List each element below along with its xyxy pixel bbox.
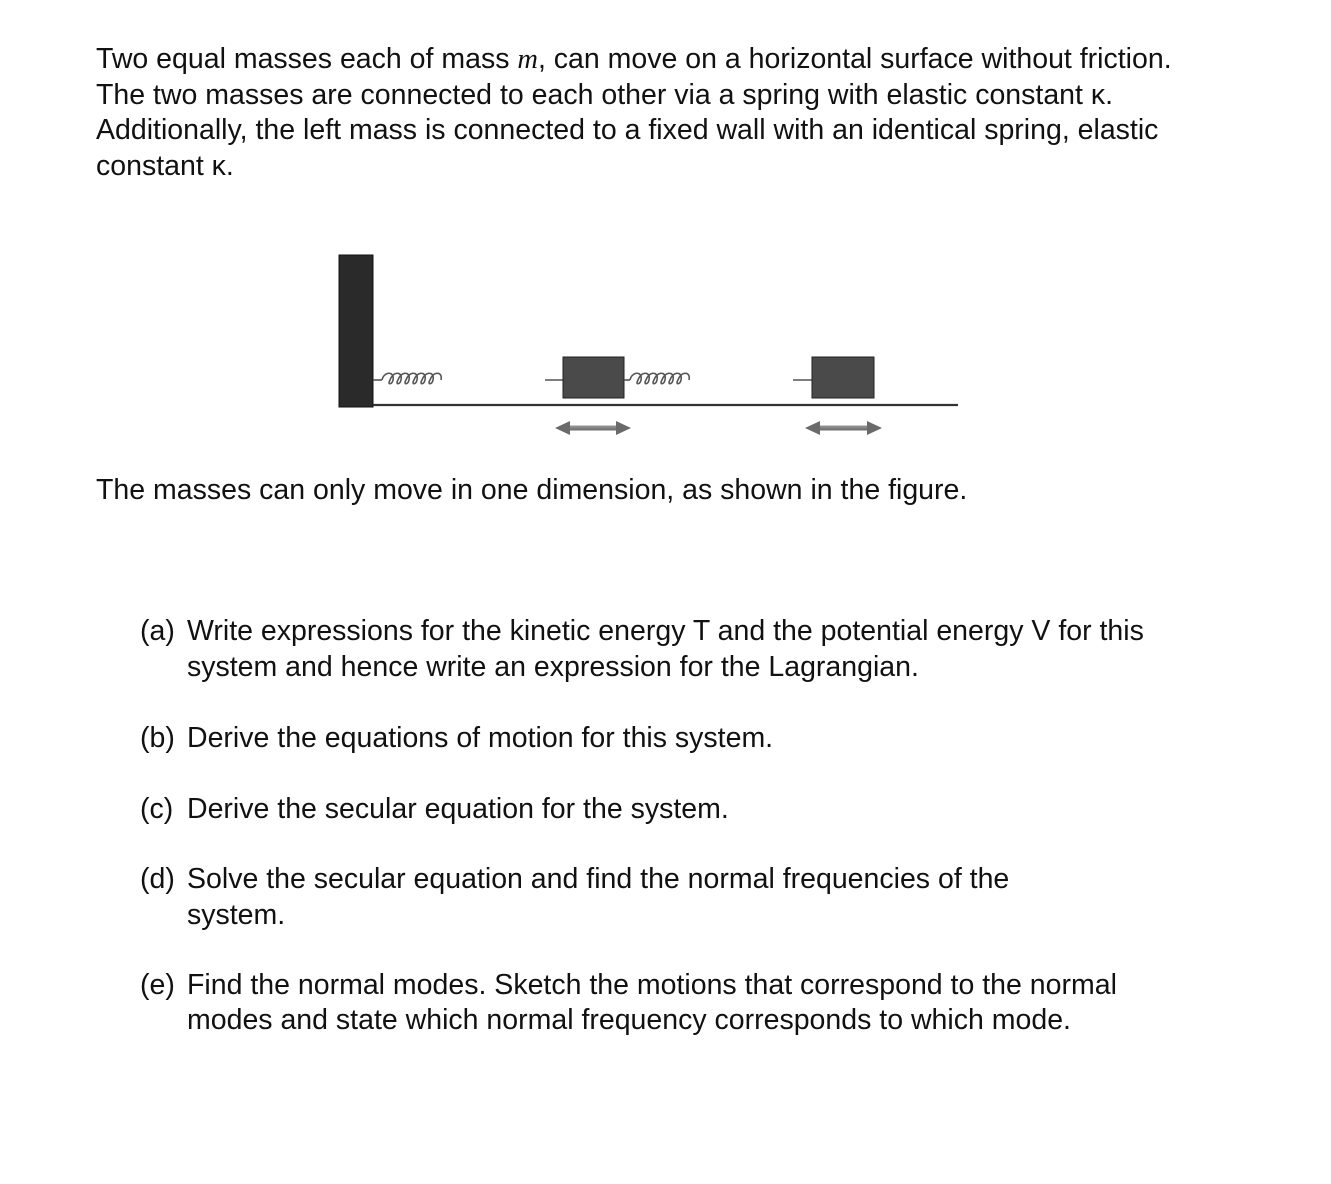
question-text: Derive the secular equation for the system. bbox=[187, 792, 729, 825]
right-mass bbox=[812, 357, 874, 398]
question-label: (e) bbox=[140, 969, 175, 1001]
question-item bbox=[140, 721, 1200, 757]
left-mass-motion-arrow bbox=[555, 421, 631, 435]
question-text: Solve the secular equation and find the normal frequencies of the system. bbox=[187, 863, 1010, 931]
question-text: Write expressions for the kinetic energy T and the potential energy V for this system and hence write an expression for the Lagrangian. bbox=[187, 615, 1144, 683]
question-label: (b) bbox=[140, 722, 175, 754]
question-label: (d) bbox=[140, 863, 175, 895]
question-item bbox=[140, 968, 1207, 1038]
question-label: (a) bbox=[140, 615, 175, 647]
question-item bbox=[140, 792, 1200, 828]
mass-spring-figure bbox=[330, 240, 970, 450]
question-item bbox=[140, 614, 1200, 685]
intro-text-1: Two equal masses each of mass bbox=[96, 43, 518, 75]
mass-symbol: m bbox=[517, 44, 538, 75]
right-mass-motion-arrow bbox=[805, 421, 882, 435]
spring-wall-to-left-mass bbox=[373, 373, 563, 384]
question-item bbox=[140, 862, 1047, 933]
intro-text-2: , can move on a horizontal surface without friction. The two masses are connected to each other via a spring with elastic constant κ. Additionally, the left mass is connected to a fixed wall with an identical spring, elastic constant κ. bbox=[96, 43, 1172, 182]
fixed-wall bbox=[339, 255, 373, 407]
problem-intro bbox=[96, 42, 1176, 184]
left-mass bbox=[563, 357, 624, 398]
question-label: (c) bbox=[140, 792, 174, 825]
spring-between-masses bbox=[624, 373, 812, 384]
question-text: Find the normal modes. Sketch the motions that correspond to the normal modes and state which normal frequency corresponds to which mode. bbox=[187, 969, 1117, 1036]
figure-caption: The masses can only move in one dimension, as shown in the figure. bbox=[96, 474, 968, 506]
question-text: Derive the equations of motion for this system. bbox=[187, 722, 774, 754]
question-list bbox=[140, 614, 1200, 1038]
